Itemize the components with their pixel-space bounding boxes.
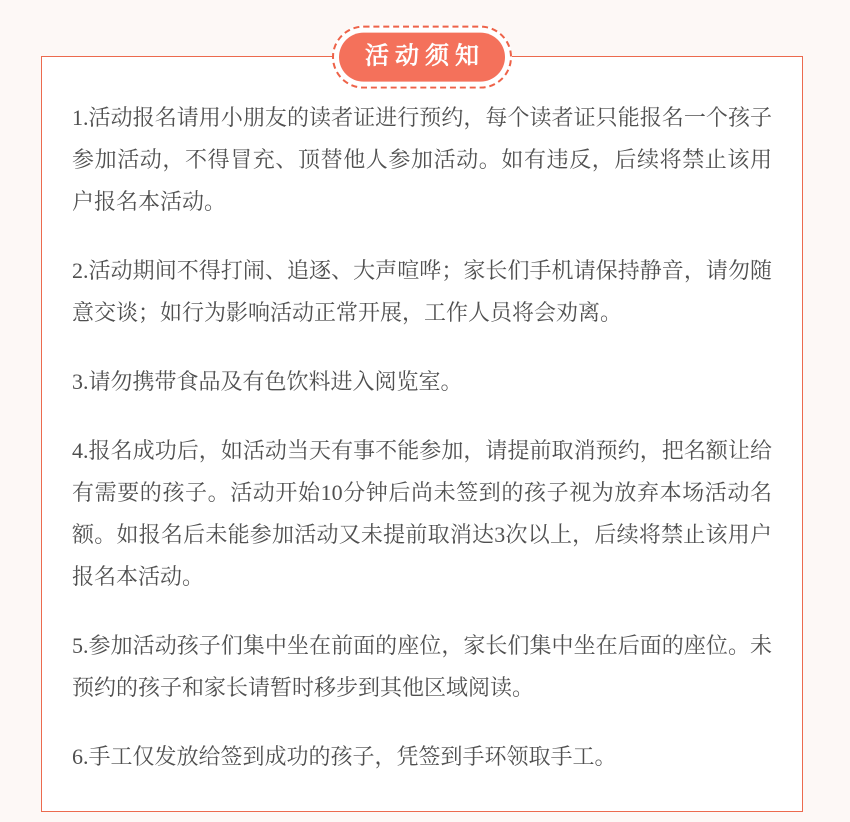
notice-item-6: 6.手工仅发放给签到成功的孩子，凭签到手环领取手工。 (72, 744, 617, 769)
notice-item-1: 1.活动报名请用小朋友的读者证进行预约，每个读者证只能报名一个孩子参加活动，不得冒充、顶替他人参加活动。如有违反，后续将禁止该用户报名本活动。 (72, 105, 772, 214)
notice-item-5: 5.参加活动孩子们集中坐在前面的座位，家长们集中坐在后面的座位。未预约的孩子和家长请暂时移步到其他区域阅读。 (72, 633, 772, 700)
notice-panel (41, 42, 803, 812)
notice-body (42, 57, 802, 811)
notice-item-4: 4.报名成功后，如活动当天有事不能参加，请提前取消预约，把名额让给有需要的孩子。活动开始10分钟后尚未签到的孩子视为放弃本场活动名额。如报名后未能参加活动又未提前取消达3次以上，后续将禁止该用户报名本活动。 (72, 438, 772, 589)
notice-item-2: 2.活动期间不得打闹、追逐、大声喧哗；家长们手机请保持静音，请勿随意交谈；如行为影响活动正常开展，工作人员将会劝离。 (72, 258, 772, 325)
notice-item-3: 3.请勿携带食品及有色饮料进入阅览室。 (72, 369, 463, 394)
notice-badge-label: 活动须知 (339, 33, 505, 82)
